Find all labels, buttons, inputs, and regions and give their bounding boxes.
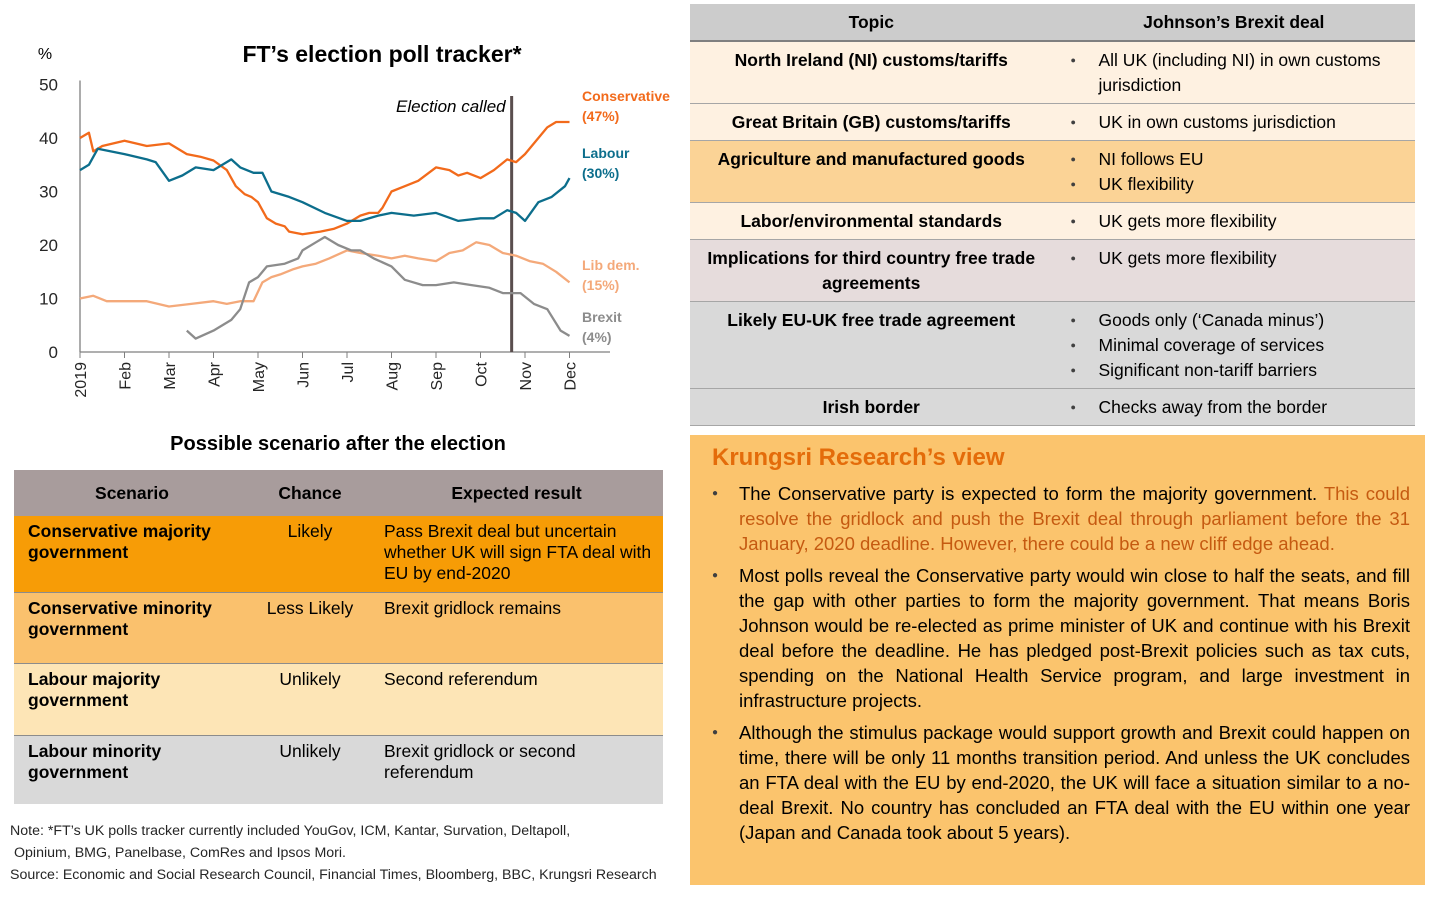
election-called-annotation: Election called (396, 97, 506, 116)
view-highlight-text: This could resolve the gridlock and push the Brexit deal through parliament before the 31 January, 2020 deadline. However, there could be a new cliff edge ahead. (739, 483, 1410, 554)
deal-cell (1053, 389, 1416, 426)
list-item (712, 720, 1410, 845)
x-tick-label: Jul (340, 362, 357, 383)
scenario-cell: Conservative majority government (14, 516, 250, 593)
x-tick-label: Mar (162, 362, 179, 390)
x-tick-label: Aug (384, 362, 402, 391)
table-row (690, 389, 1415, 426)
series-label: Lib dem. (582, 257, 640, 273)
topic-cell: Agriculture and manufactured goods (690, 141, 1053, 203)
col-header-scenario: Scenario (14, 470, 250, 516)
topic-cell: Great Britain (GB) customs/tariffs (690, 104, 1053, 141)
table-row (690, 41, 1415, 104)
result-cell: Second referendum (370, 664, 663, 736)
series-label: Brexit (582, 309, 622, 325)
deal-cell (1053, 141, 1416, 203)
scenario-title: Possible scenario after the election (170, 433, 506, 455)
x-tick-label: Apr (206, 362, 224, 387)
scenario-cell: Labour majority government (14, 664, 250, 736)
y-tick-label: 0 (48, 343, 58, 362)
deal-cell (1053, 240, 1416, 302)
chance-cell: Less Likely (250, 593, 370, 664)
result-cell: Pass Brexit deal but uncertain whether UK will sign FTA deal with EU by end-2020 (370, 516, 663, 593)
topic-cell: Implications for third country free trade agreements (690, 240, 1053, 302)
note-line: Note: *FT’s UK polls tracker currently included YouGov, ICM, Kantar, Survation, Deltapoll, (10, 823, 571, 839)
x-tick-label: 2019 (73, 362, 90, 398)
deal-cell (1053, 41, 1416, 104)
series-line-1 (80, 149, 570, 221)
scenario-table (14, 470, 663, 804)
poll-tracker-chart (0, 0, 690, 420)
list-item: ● UK gets more flexibility (1099, 209, 1410, 234)
y-tick-label: 10 (39, 289, 58, 309)
table-row (14, 593, 663, 664)
topic-cell: Labor/environmental standards (690, 203, 1053, 240)
list-item: ● Goods only (‘Canada minus’) (1099, 308, 1410, 333)
x-tick-label: Jun (295, 362, 313, 388)
topic-cell: Irish border (690, 389, 1053, 426)
x-tick-label: Feb (117, 362, 135, 390)
y-tick-label: 20 (39, 236, 58, 255)
bullet-icon: ● (712, 570, 719, 581)
table-row (690, 302, 1415, 389)
bullet-icon: ● (712, 488, 719, 499)
deal-cell (1053, 203, 1416, 240)
list-item: ● Significant non-tariff barriers (1099, 358, 1410, 383)
chance-cell: Unlikely (250, 736, 370, 805)
list-item: ● UK flexibility (1099, 172, 1410, 197)
list-item: ● Minimal coverage of services (1099, 333, 1410, 358)
series-label: Conservative (582, 88, 670, 104)
list-item (712, 563, 1410, 713)
list-item: ● All UK (including NI) in own customs jurisdiction (1099, 48, 1410, 98)
col-header-result: Expected result (370, 470, 663, 516)
krungsri-view-box (690, 435, 1425, 885)
x-tick-label: Sep (429, 362, 446, 391)
note-line: Opinium, BMG, Panelbase, ComRes and Ipsos Mori. (14, 845, 346, 861)
x-tick-label: Oct (473, 362, 491, 387)
col-header-topic: Topic (690, 4, 1053, 41)
table-row (14, 736, 663, 805)
table-row (14, 516, 663, 593)
topic-cell: North Ireland (NI) customs/tariffs (690, 41, 1053, 104)
topic-cell: Likely EU-UK free trade agreement (690, 302, 1053, 389)
series-line-2 (80, 242, 570, 306)
source-line: Source: Economic and Social Research Council, Financial Times, Bloomberg, BBC, Krungsri Research (10, 867, 657, 883)
brexit-deal-table (690, 4, 1415, 426)
chart-plot-area (39, 76, 670, 398)
deal-cell (1053, 302, 1416, 389)
series-label: Labour (582, 145, 630, 161)
table-row (690, 104, 1415, 141)
col-header-deal: Johnson’s Brexit deal (1053, 4, 1416, 41)
y-tick-label: 40 (39, 129, 58, 148)
view-text: The Conservative party is expected to form the majority government. (739, 483, 1324, 504)
x-tick-label: Nov (518, 362, 535, 391)
series-value-label: (30%) (582, 165, 620, 181)
chance-cell: Likely (250, 516, 370, 593)
x-tick-label: Dec (562, 362, 580, 391)
list-item: ● Checks away from the border (1099, 395, 1410, 420)
table-row (690, 203, 1415, 240)
deal-cell (1053, 104, 1416, 141)
view-title: Krungsri Research’s view (712, 444, 1005, 471)
col-header-chance: Chance (250, 470, 370, 516)
table-row (690, 240, 1415, 302)
result-cell: Brexit gridlock remains (370, 593, 663, 664)
list-item: ● UK gets more flexibility (1099, 246, 1410, 271)
chance-cell: Unlikely (250, 664, 370, 736)
list-item: ● UK in own customs jurisdiction (1099, 110, 1410, 135)
table-row (14, 664, 663, 736)
series-value-label: (47%) (582, 108, 620, 124)
scenario-cell: Labour minority government (14, 736, 250, 805)
view-bullets (712, 481, 1410, 852)
view-text: Although the stimulus package would support growth and Brexit could happen on time, there will be only 11 months transition period. And unless the UK concludes an FTA deal with the EU by end-2020, the UK will face a situation similar to a no-deal Brexit. No country has concluded an FTA deal with the EU within one year (Japan and Canada took about 5 years). (739, 722, 1410, 843)
series-value-label: (4%) (582, 329, 612, 345)
list-item: ● NI follows EU (1099, 147, 1410, 172)
table-row (690, 141, 1415, 203)
x-tick-label: May (251, 362, 268, 393)
series-value-label: (15%) (582, 277, 620, 293)
chart-title: FT’s election poll tracker* (242, 41, 522, 67)
y-tick-label: 50 (39, 75, 58, 95)
scenario-cell: Conservative minority government (14, 593, 250, 664)
footnote (10, 820, 690, 886)
y-axis-unit: % (37, 46, 53, 63)
list-item (712, 481, 1410, 556)
bullet-icon: ● (712, 727, 719, 738)
result-cell: Brexit gridlock or second referendum (370, 736, 663, 805)
y-tick-label: 30 (39, 182, 58, 202)
view-text: Most polls reveal the Conservative party would win close to half the seats, and fill the gap with other parties to form the majority government. That means Boris Johnson would be re-elected as prime minister of UK and continue with his Brexit deal before the deadline. He has pledged post-Brexit policies such as tax cuts, spending on the National Health Service program, and large investment in infrastructure projects. (739, 565, 1410, 711)
